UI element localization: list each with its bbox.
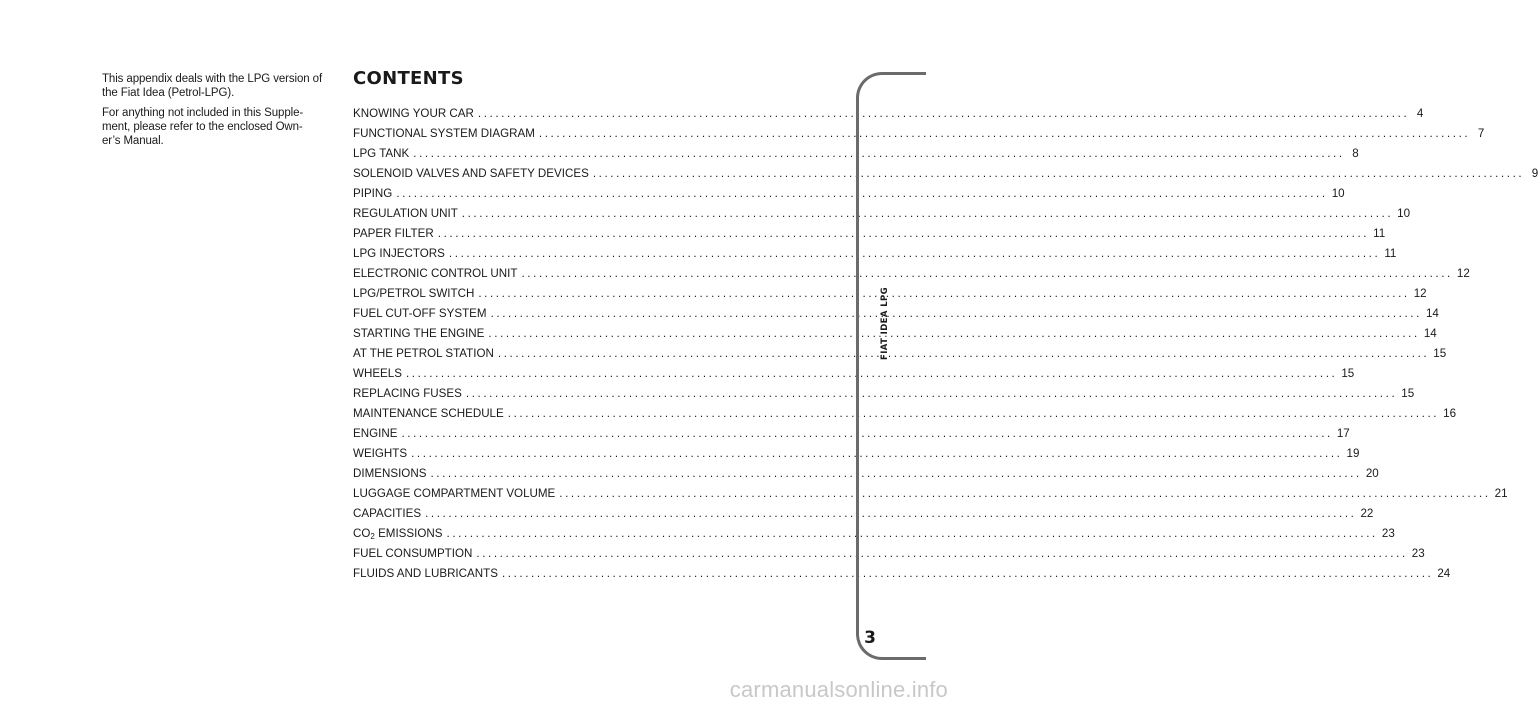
toc-dot-leader: ................................................................................................................................................................	[448, 247, 1381, 260]
toc-dot-leader: ................................................................................................................................................................	[405, 367, 1338, 380]
toc-page-number: 10	[1397, 207, 1411, 220]
toc-entry-title: FUNCTIONAL SYSTEM DIAGRAM	[353, 127, 535, 140]
toc-dot-leader: ................................................................................................................................................................	[538, 127, 1471, 140]
toc-entry[interactable]	[353, 504, 1374, 524]
toc-page-number: 24	[1437, 567, 1451, 580]
side-tab-border	[856, 72, 926, 660]
toc-page-number: 12	[1456, 267, 1470, 280]
toc-entry[interactable]	[353, 304, 1439, 324]
toc-entry[interactable]	[353, 124, 1485, 144]
toc-entry[interactable]	[353, 284, 1427, 304]
toc-entry-title: ELECTRONIC CONTROL UNIT	[353, 267, 518, 280]
toc-entry-title: KNOWING YOUR CAR	[353, 107, 474, 120]
toc-dot-leader: ................................................................................................................................................................	[521, 267, 1453, 280]
toc-dot-leader: ................................................................................................................................................................	[476, 547, 1408, 560]
toc-page-number: 17	[1336, 427, 1350, 440]
toc-entry-title: CAPACITIES	[353, 507, 422, 520]
toc-entry-title: FUEL CUT-OFF SYSTEM	[353, 307, 487, 320]
toc-page-number: 23	[1381, 527, 1395, 540]
toc-entry[interactable]	[353, 364, 1355, 384]
toc-dot-leader: ................................................................................................................................................................	[401, 427, 1333, 440]
toc-entry[interactable]	[353, 244, 1397, 264]
toc-page-number: 9	[1531, 167, 1538, 180]
toc-entry[interactable]	[353, 544, 1425, 564]
toc-dot-leader: ................................................................................................................................................................	[461, 207, 1394, 220]
toc-page-number: 15	[1341, 367, 1355, 380]
toc-dot-leader: ................................................................................................................................................................	[478, 287, 1410, 300]
contents-title: CONTENTS	[353, 68, 464, 89]
toc-page-number: 8	[1352, 147, 1359, 160]
toc-entry[interactable]	[353, 184, 1345, 204]
toc-dot-leader: ................................................................................................................................................................	[411, 447, 1343, 460]
toc-dot-leader: ................................................................................................................................................................	[437, 227, 1370, 240]
toc-dot-leader: ................................................................................................................................................................	[477, 107, 1410, 120]
intro-paragraph: This appendix deals with the LPG version of the Fiat Idea (Petrol-LPG).	[102, 73, 323, 99]
toc-page-number: 10	[1331, 187, 1345, 200]
toc-page-number: 11	[1373, 227, 1386, 240]
toc-dot-leader: ................................................................................................................................................................	[465, 387, 1398, 400]
toc-dot-leader: ................................................................................................................................................................	[592, 167, 1525, 180]
toc-entry-title: LPG/PETROL SWITCH	[353, 287, 475, 300]
toc-entry-title: AT THE PETROL STATION	[353, 347, 494, 360]
toc-entry-title: DIMENSIONS	[353, 467, 427, 480]
toc-page-number: 23	[1411, 547, 1425, 560]
toc-dot-leader: ................................................................................................................................................................	[497, 347, 1430, 360]
toc-dot-leader: ................................................................................................................................................................	[507, 407, 1440, 420]
toc-entry-title: WHEELS	[353, 367, 402, 380]
toc-entry[interactable]	[353, 464, 1379, 484]
toc-page-number: 14	[1423, 327, 1437, 340]
toc-entry[interactable]	[353, 384, 1415, 404]
toc-dot-leader: ................................................................................................................................................................	[559, 487, 1491, 500]
watermark: carmanualsonline.info	[729, 677, 948, 702]
toc-page-number: 4	[1416, 107, 1424, 120]
toc-entry[interactable]	[353, 564, 1451, 584]
side-tab-label: FIAT IDEA LPG	[880, 286, 890, 360]
toc-entry-title: FLUIDS AND LUBRICANTS	[353, 567, 498, 580]
toc-entry[interactable]	[353, 264, 1470, 284]
toc-dot-leader: ................................................................................................................................................................	[425, 507, 1357, 520]
toc-entry[interactable]	[353, 424, 1350, 444]
toc-entry[interactable]	[353, 444, 1360, 464]
toc-dot-leader: ................................................................................................................................................................	[490, 307, 1422, 320]
toc-entry-title: FUEL CONSUMPTION	[353, 547, 473, 560]
toc-page-number: 21	[1494, 487, 1508, 500]
toc-entry[interactable]	[353, 104, 1424, 124]
toc-entry[interactable]	[353, 404, 1457, 424]
toc-page-number: 11	[1384, 247, 1397, 260]
toc-page-number: 16	[1443, 407, 1457, 420]
toc-page-number: 14	[1425, 307, 1439, 320]
toc-entry-title: MAINTENANCE SCHEDULE	[353, 407, 504, 420]
toc-dot-leader: ................................................................................................................................................................	[413, 147, 1345, 160]
page-number: 3	[864, 628, 876, 648]
toc-dot-leader: ................................................................................................................................................................	[501, 567, 1434, 580]
toc-entry[interactable]	[353, 484, 1508, 504]
toc-entry-title: REGULATION UNIT	[353, 207, 458, 220]
toc-entry[interactable]	[353, 224, 1386, 244]
toc-entry-title: SOLENOID VALVES AND SAFETY DEVICES	[353, 167, 589, 180]
toc-entry-title: ENGINE	[353, 427, 398, 440]
toc-entry-title: PIPING	[353, 187, 393, 200]
toc-entry-title: LPG INJECTORS	[353, 247, 445, 260]
toc-entry-title: STARTING THE ENGINE	[353, 327, 485, 340]
toc-entry[interactable]	[353, 144, 1359, 164]
toc-entry-title: $CO_2$ EMISSIONS	[353, 527, 443, 541]
toc-entry-title: REPLACING FUSES	[353, 387, 462, 400]
intro-paragraph: For anything not included in this Supple- ment, please refer to the enclosed Own- er’s Manual.	[102, 107, 304, 147]
intro-text	[102, 72, 324, 154]
toc-entry[interactable]	[353, 164, 1538, 184]
toc-page-number: 15	[1401, 387, 1415, 400]
toc-dot-leader: ................................................................................................................................................................	[488, 327, 1420, 340]
toc-dot-leader: ................................................................................................................................................................	[430, 467, 1362, 480]
toc-entry-title: LUGGAGE COMPARTMENT VOLUME	[353, 487, 556, 500]
toc-entry-title: LPG TANK	[353, 147, 410, 160]
toc-page-number: 22	[1360, 507, 1374, 520]
toc-page-number: 20	[1365, 467, 1379, 480]
toc-page-number: 15	[1433, 347, 1447, 360]
toc-entry-title: PAPER FILTER	[353, 227, 434, 240]
toc-page-number: 12	[1413, 287, 1427, 300]
toc-entry[interactable]	[353, 324, 1437, 344]
toc-dot-leader: ................................................................................................................................................................	[446, 527, 1378, 540]
toc-entry-title: WEIGHTS	[353, 447, 408, 460]
toc-dot-leader: ................................................................................................................................................................	[396, 187, 1328, 200]
toc-entry[interactable]	[353, 204, 1411, 224]
toc-page-number: 7	[1477, 127, 1485, 140]
toc-entry[interactable]	[353, 344, 1447, 364]
toc-entry[interactable]	[353, 524, 1395, 544]
toc-page-number: 19	[1346, 447, 1360, 460]
